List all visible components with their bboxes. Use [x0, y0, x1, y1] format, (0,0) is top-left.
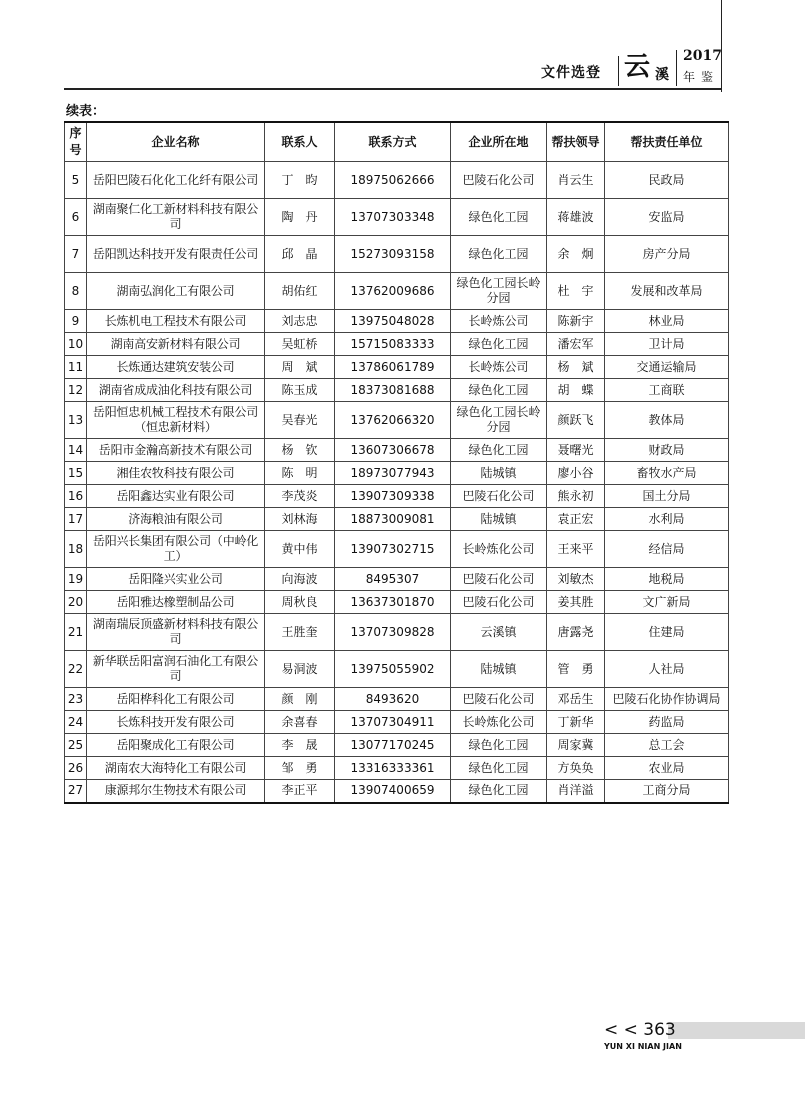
cell-phone: 15273093158: [335, 236, 451, 273]
cell-seq: 21: [65, 614, 87, 651]
cell-company: 岳阳市金瀚高新技术有限公司: [87, 439, 265, 462]
cell-leader: 肖云生: [547, 162, 605, 199]
table-row: [65, 236, 729, 273]
cell-contact: 李正平: [265, 780, 335, 803]
cell-unit: 经信局: [605, 531, 729, 568]
cell-leader: 杨 斌: [547, 356, 605, 379]
cell-company: 岳阳凯达科技开发有限责任公司: [87, 236, 265, 273]
cell-leader: 熊永初: [547, 485, 605, 508]
cell-contact: 黄中伟: [265, 531, 335, 568]
table-row: [65, 508, 729, 531]
cell-contact: 吴虹桥: [265, 333, 335, 356]
cell-company: 湖南高安新材料有限公司: [87, 333, 265, 356]
cell-seq: 15: [65, 462, 87, 485]
cell-contact: 吴春光: [265, 402, 335, 439]
cell-phone: 13707304911: [335, 711, 451, 734]
cell-unit: 教体局: [605, 402, 729, 439]
cell-leader: 袁正宏: [547, 508, 605, 531]
cell-leader: 姜其胜: [547, 591, 605, 614]
brand-divider-2: [676, 50, 677, 86]
cell-location: 长岭炼化公司: [451, 711, 547, 734]
cell-company: 岳阳隆兴实业公司: [87, 568, 265, 591]
brand-logo-xi: 溪: [655, 67, 669, 83]
cell-leader: 唐露尧: [547, 614, 605, 651]
cell-location: 绿色化工园长岭分园: [451, 402, 547, 439]
table-row: [65, 402, 729, 439]
cell-unit: 水利局: [605, 508, 729, 531]
cell-contact: 胡佑红: [265, 273, 335, 310]
cell-company: 湖南瑞辰顶盛新材料科技有限公司: [87, 614, 265, 651]
col-header-phone: 联系方式: [335, 122, 451, 162]
cell-leader: 余 炯: [547, 236, 605, 273]
table-row: [65, 688, 729, 711]
cell-seq: 12: [65, 379, 87, 402]
cell-phone: 13762066320: [335, 402, 451, 439]
cell-company: 岳阳雅达橡塑制品公司: [87, 591, 265, 614]
cell-leader: 胡 蝶: [547, 379, 605, 402]
col-header-leader: 帮扶领导: [547, 122, 605, 162]
cell-location: 陆城镇: [451, 462, 547, 485]
table-row: [65, 614, 729, 651]
yearbook-label: 年鉴: [683, 70, 720, 84]
cell-leader: 周家冀: [547, 734, 605, 757]
cell-unit: 总工会: [605, 734, 729, 757]
cell-seq: 20: [65, 591, 87, 614]
cell-unit: 林业局: [605, 310, 729, 333]
cell-location: 绿色化工园: [451, 780, 547, 803]
cell-contact: 周秋良: [265, 591, 335, 614]
table-row: [65, 462, 729, 485]
continued-label: 续表：: [66, 104, 106, 119]
cell-company: 长炼通达建筑安装公司: [87, 356, 265, 379]
cell-leader: 杜 宇: [547, 273, 605, 310]
cell-leader: 肖洋溢: [547, 780, 605, 803]
cell-unit: 地税局: [605, 568, 729, 591]
cell-unit: 文广新局: [605, 591, 729, 614]
cell-seq: 10: [65, 333, 87, 356]
cell-unit: 卫计局: [605, 333, 729, 356]
table-row: [65, 273, 729, 310]
cell-location: 绿色化工园长岭分园: [451, 273, 547, 310]
cell-location: 绿色化工园: [451, 236, 547, 273]
cell-phone: 13607306678: [335, 439, 451, 462]
cell-phone: 13762009686: [335, 273, 451, 310]
cell-seq: 22: [65, 651, 87, 688]
cell-phone: 8495307: [335, 568, 451, 591]
cell-contact: 陈 明: [265, 462, 335, 485]
cell-unit: 工商分局: [605, 780, 729, 803]
table-row: [65, 591, 729, 614]
cell-location: 长岭炼公司: [451, 310, 547, 333]
cell-phone: 13907309338: [335, 485, 451, 508]
cell-company: 长炼科技开发有限公司: [87, 711, 265, 734]
table-row: [65, 531, 729, 568]
cell-unit: 巴陵石化协作协调局: [605, 688, 729, 711]
cell-company: 岳阳恒忠机械工程技术有限公司（恒忠新材料）: [87, 402, 265, 439]
cell-location: 巴陵石化公司: [451, 568, 547, 591]
table-row: [65, 439, 729, 462]
table-row: [65, 711, 729, 734]
cell-company: 长炼机电工程技术有限公司: [87, 310, 265, 333]
cell-contact: 李茂炎: [265, 485, 335, 508]
cell-company: 湖南弘润化工有限公司: [87, 273, 265, 310]
cell-unit: 民政局: [605, 162, 729, 199]
cell-leader: 廖小谷: [547, 462, 605, 485]
cell-contact: 刘林海: [265, 508, 335, 531]
cell-seq: 26: [65, 757, 87, 780]
cell-unit: 房产分局: [605, 236, 729, 273]
cell-phone: 18373081688: [335, 379, 451, 402]
cell-location: 绿色化工园: [451, 333, 547, 356]
cell-location: 巴陵石化公司: [451, 485, 547, 508]
section-label: 文件选登: [541, 65, 601, 81]
cell-location: 陆城镇: [451, 651, 547, 688]
cell-seq: 16: [65, 485, 87, 508]
cell-location: 绿色化工园: [451, 379, 547, 402]
cell-location: 绿色化工园: [451, 199, 547, 236]
cell-contact: 颜 刚: [265, 688, 335, 711]
cell-phone: 13975055902: [335, 651, 451, 688]
table-row: [65, 651, 729, 688]
cell-phone: 13975048028: [335, 310, 451, 333]
cell-leader: 潘宏军: [547, 333, 605, 356]
cell-leader: 邓岳生: [547, 688, 605, 711]
cell-company: 济海粮油有限公司: [87, 508, 265, 531]
cell-leader: 聂曙光: [547, 439, 605, 462]
cell-seq: 9: [65, 310, 87, 333]
cell-phone: 18873009081: [335, 508, 451, 531]
cell-unit: 国土分局: [605, 485, 729, 508]
cell-leader: 丁新华: [547, 711, 605, 734]
cell-leader: 王来平: [547, 531, 605, 568]
cell-seq: 25: [65, 734, 87, 757]
footer-bar: [668, 1022, 805, 1039]
cell-contact: 陈玉成: [265, 379, 335, 402]
cell-location: 巴陵石化公司: [451, 591, 547, 614]
page-number: < < 363: [604, 1020, 676, 1040]
brand-divider: [618, 56, 619, 86]
cell-seq: 7: [65, 236, 87, 273]
cell-company: 岳阳鑫达实业有限公司: [87, 485, 265, 508]
cell-phone: 13907302715: [335, 531, 451, 568]
cell-unit: 农业局: [605, 757, 729, 780]
cell-leader: 管 勇: [547, 651, 605, 688]
cell-contact: 丁 昀: [265, 162, 335, 199]
cell-unit: 财政局: [605, 439, 729, 462]
cell-contact: 余喜春: [265, 711, 335, 734]
table-row: [65, 199, 729, 236]
cell-seq: 6: [65, 199, 87, 236]
cell-unit: 人社局: [605, 651, 729, 688]
cell-seq: 24: [65, 711, 87, 734]
cell-company: 湖南聚仁化工新材料科技有限公司: [87, 199, 265, 236]
cell-company: 湘佳农牧科技有限公司: [87, 462, 265, 485]
cell-phone: 13786061789: [335, 356, 451, 379]
cell-contact: 周 斌: [265, 356, 335, 379]
cell-unit: 畜牧水产局: [605, 462, 729, 485]
cell-seq: 8: [65, 273, 87, 310]
table-body: [65, 162, 729, 803]
table-row: [65, 757, 729, 780]
cell-leader: 方奂奂: [547, 757, 605, 780]
cell-company: 岳阳聚成化工有限公司: [87, 734, 265, 757]
cell-location: 绿色化工园: [451, 757, 547, 780]
cell-contact: 邹 勇: [265, 757, 335, 780]
assistance-table: [64, 121, 729, 804]
cell-leader: 颜跃飞: [547, 402, 605, 439]
cell-phone: 15715083333: [335, 333, 451, 356]
brand-logo-yun: 云: [624, 52, 651, 82]
yearbook-year: 2017: [683, 48, 722, 64]
cell-unit: 交通运输局: [605, 356, 729, 379]
cell-contact: 易洞波: [265, 651, 335, 688]
cell-contact: 向海波: [265, 568, 335, 591]
col-header-seq: 序号: [65, 122, 87, 162]
cell-company: 岳阳巴陵石化化工化纤有限公司: [87, 162, 265, 199]
cell-unit: 工商联: [605, 379, 729, 402]
cell-location: 巴陵石化公司: [451, 162, 547, 199]
col-header-contact: 联系人: [265, 122, 335, 162]
cell-location: 云溪镇: [451, 614, 547, 651]
cell-unit: 发展和改革局: [605, 273, 729, 310]
cell-seq: 13: [65, 402, 87, 439]
cell-company: 湖南农大海特化工有限公司: [87, 757, 265, 780]
cell-phone: 13907400659: [335, 780, 451, 803]
cell-company: 岳阳桦科化工有限公司: [87, 688, 265, 711]
cell-phone: 8493620: [335, 688, 451, 711]
cell-contact: 陶 丹: [265, 199, 335, 236]
cell-phone: 13077170245: [335, 734, 451, 757]
cell-contact: 王胜奎: [265, 614, 335, 651]
table-row: [65, 485, 729, 508]
cell-unit: 住建局: [605, 614, 729, 651]
col-header-company: 企业名称: [87, 122, 265, 162]
table-row: [65, 734, 729, 757]
cell-seq: 19: [65, 568, 87, 591]
cell-location: 绿色化工园: [451, 439, 547, 462]
cell-contact: 李 晟: [265, 734, 335, 757]
cell-seq: 23: [65, 688, 87, 711]
footer-caption: YUN XI NIAN JIAN: [604, 1042, 682, 1051]
cell-contact: 邱 晶: [265, 236, 335, 273]
table-row: [65, 780, 729, 803]
table-row: [65, 568, 729, 591]
cell-seq: 17: [65, 508, 87, 531]
cell-location: 陆城镇: [451, 508, 547, 531]
table-row: [65, 310, 729, 333]
cell-phone: 13707309828: [335, 614, 451, 651]
cell-seq: 14: [65, 439, 87, 462]
cell-phone: 18975062666: [335, 162, 451, 199]
cell-phone: 13637301870: [335, 591, 451, 614]
col-header-unit: 帮扶责任单位: [605, 122, 729, 162]
cell-company: 康源邦尔生物技术有限公司: [87, 780, 265, 803]
cell-company: 湖南省成成油化科技有限公司: [87, 379, 265, 402]
cell-phone: 13707303348: [335, 199, 451, 236]
cell-unit: 药监局: [605, 711, 729, 734]
table-row: [65, 356, 729, 379]
col-header-location: 企业所在地: [451, 122, 547, 162]
cell-phone: 13316333361: [335, 757, 451, 780]
cell-unit: 安监局: [605, 199, 729, 236]
table-header-row: [65, 122, 729, 162]
cell-seq: 27: [65, 780, 87, 803]
cell-company: 岳阳兴长集团有限公司（中岭化工）: [87, 531, 265, 568]
cell-seq: 11: [65, 356, 87, 379]
cell-phone: 18973077943: [335, 462, 451, 485]
table-row: [65, 162, 729, 199]
cell-location: 绿色化工园: [451, 734, 547, 757]
cell-location: 长岭炼化公司: [451, 531, 547, 568]
table-row: [65, 379, 729, 402]
cell-seq: 5: [65, 162, 87, 199]
cell-location: 巴陵石化公司: [451, 688, 547, 711]
cell-leader: 刘敏杰: [547, 568, 605, 591]
header-vertical-rule: [721, 0, 722, 92]
cell-location: 长岭炼公司: [451, 356, 547, 379]
header-rule: [64, 88, 722, 90]
cell-leader: 蒋雄波: [547, 199, 605, 236]
cell-leader: 陈新宇: [547, 310, 605, 333]
cell-contact: 刘志忠: [265, 310, 335, 333]
cell-seq: 18: [65, 531, 87, 568]
cell-contact: 杨 钦: [265, 439, 335, 462]
cell-company: 新华联岳阳富润石油化工有限公司: [87, 651, 265, 688]
table-row: [65, 333, 729, 356]
